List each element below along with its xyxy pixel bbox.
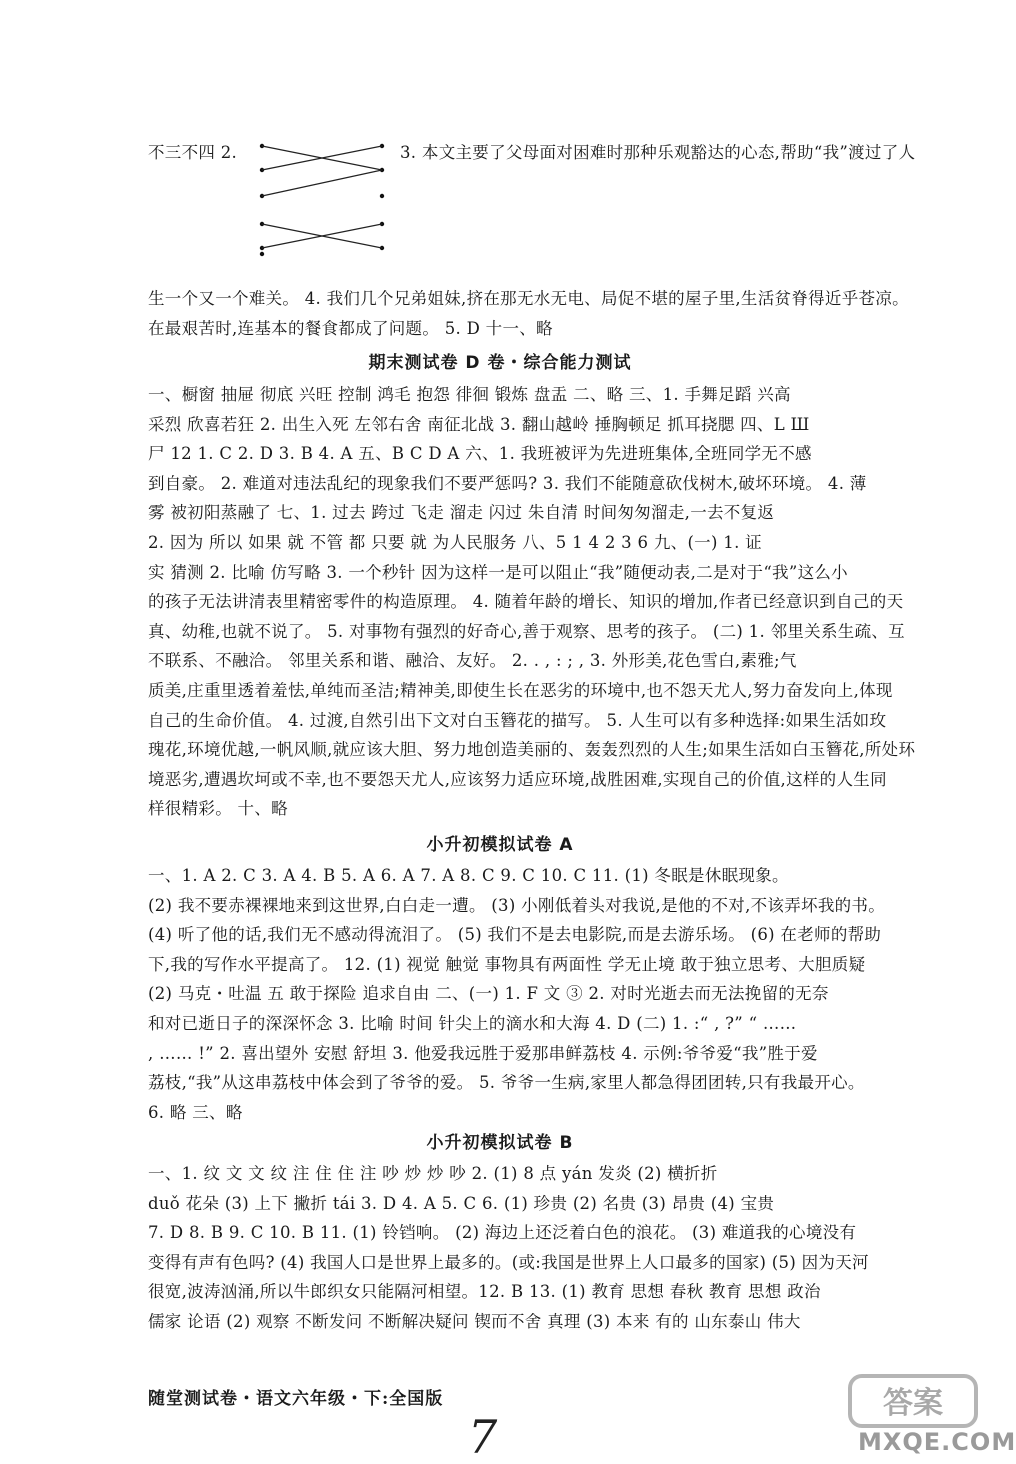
book-title-footer: 随堂测试卷・语文六年级・下:全国版 bbox=[148, 1389, 444, 1409]
section-a-title: 小升初模拟试卷 A bbox=[426, 835, 574, 855]
top-line-1-left: 不三不四 2. bbox=[148, 143, 238, 162]
sectionA-line: (2) 马克・吐温 五 敢于探险 追求自由 二、(一) 1. F 文 ③ 2. 对时光逝去而无法挽留的无奈 bbox=[148, 984, 829, 1004]
sectionD-line: 瑰花,环境优越,一帆风顺,就应该大胆、努力地创造美丽的、轰轰烈烈的人生;如果生活如白玉簪花,所处环 bbox=[148, 740, 916, 760]
section-d-title: 期末测试卷 D 卷・综合能力测试 bbox=[368, 353, 632, 373]
watermark-text: MXQE.COM bbox=[858, 1428, 1016, 1456]
sectionA-line: (4) 听了他的话,我们无不感动得流泪了。 (5) 我们不是去电影院,而是去游乐场。 (6) 在老师的帮助 bbox=[148, 925, 882, 945]
sectionA-line: 下,我的写作水平提高了。 12. (1) 视觉 触觉 事物具有两面性 学无止境 敢于独立思考、大胆质疑 bbox=[148, 954, 866, 974]
sectionD-line: 自己的生命价值。 4. 过渡,自然引出下文对白玉簪花的描写。 5. 人生可以有多种选择:如果生活如玫 bbox=[148, 710, 887, 730]
svg-text:答案: 答案 bbox=[883, 1386, 943, 1421]
match-dot bbox=[260, 252, 264, 256]
sectionD-line: 不联系、不融洽。 邻里关系和谐、融洽、友好。 2. . , : ; , 3. 外形美,花色雪白,素雅;气 bbox=[148, 651, 797, 671]
page-number: 7 bbox=[468, 1410, 498, 1464]
top-line-2: 生一个又一个难关。 4. 我们几个兄弟姐妹,挤在那无水无电、局促不堪的屋子里,生活贫脊得近乎苍凉。 bbox=[148, 289, 909, 308]
sectionD-line: 真、幼稚,也就不说了。 5. 对事物有强烈的好奇心,善于观察、思考的孩子。 (二) 1. 邻里关系生疏、互 bbox=[148, 621, 905, 641]
sectionB-line: duǒ 花朵 (3) 上下 撇折 tái 3. D 4. A 5. C 6. (1) 珍贵 (2) 名贵 (3) 昂贵 (4) 宝贵 bbox=[148, 1193, 775, 1213]
sectionA-line: 和对已逝日子的深深怀念 3. 比喻 时间 针尖上的滴水和大海 4. D (二) 1. :“ , ?” “ …… bbox=[148, 1014, 797, 1033]
match-line bbox=[262, 170, 382, 196]
sectionA-line: (2) 我不要赤裸裸地来到这世界,白白走一遭。 (3) 小刚低着头对我说,是他的不对,不该弄坏我的书。 bbox=[148, 895, 886, 915]
sectionA-line: 荔枝,“我”从这串荔枝中体会到了爷爷的爱。 5. 爷爷一生病,家里人都急得团团转,只有我最开心。 bbox=[148, 1073, 865, 1093]
sectionA-line: 一、1. A 2. C 3. A 4. B 5. A 6. A 7. A 8. C 9. C 10. C 11. (1) 冬眠是休眠现象。 bbox=[148, 866, 789, 885]
sectionB-line: 变得有声有色吗? (4) 我国人口是世界上最多的。(或:我国是世界上人口最多的国家) (5) 因为天河 bbox=[148, 1252, 869, 1272]
sectionD-line: 采烈 欣喜若狂 2. 出生入死 左邻右舍 南征北战 3. 翻山越岭 捶胸顿足 抓耳挠腮 四、L Ш bbox=[148, 414, 810, 434]
matching-lines-diagram bbox=[256, 140, 396, 260]
sectionB-line: 儒家 论语 (2) 观察 不断发问 不断解决疑问 锲而不舍 真理 (3) 本来 有的 山东泰山 伟大 bbox=[148, 1312, 801, 1331]
sectionD-line: 到自豪。 2. 难道对违法乱纪的现象我们不要严惩吗? 3. 我们不能随意砍伐树木,破坏环境。 4. 薄 bbox=[148, 473, 867, 493]
sectionD-line: 境恶劣,遭遇坎坷或不幸,也不要怨天尤人,应该努力适应环境,战胜困难,实现自己的价值,这样的人生同 bbox=[148, 769, 887, 789]
sectionD-line: 样很精彩。 十、略 bbox=[148, 799, 288, 819]
sectionD-line: 2. 因为 所以 如果 就 不管 都 只要 就 为人民服务 八、5 1 4 2 3 6 九、(一) 1. 证 bbox=[148, 533, 762, 552]
section-b-title: 小升初模拟试卷 B bbox=[426, 1133, 574, 1153]
sectionD-line: 雾 被初阳蒸融了 七、1. 过去 跨过 飞走 溜走 闪过 朱自清 时间匆匆溜走,一去不复返 bbox=[148, 503, 775, 523]
sectionD-line: 质美,庄重里透着羞怯,单纯而圣洁;精神美,即使生长在恶劣的环境中,也不怨天尤人,努力奋发向上,体现 bbox=[148, 681, 893, 700]
sectionD-line: 实 猜测 2. 比喻 仿写略 3. 一个秒针 因为这样一是可以阻止“我”随便动表,二是对于“我”这么小 bbox=[148, 562, 848, 582]
sectionD-line: 的孩子无法讲清表里精密零件的构造原理。 4. 随着年龄的增长、知识的增加,作者已经意识到自己的天 bbox=[148, 592, 904, 612]
sectionA-line: 6. 略 三、略 bbox=[148, 1102, 243, 1122]
sectionD-line: 尸 12 1. C 2. D 3. B 4. A 五、B C D A 六、1. 我班被评为先进班集体,全班同学无不感 bbox=[148, 444, 812, 464]
top-line-1-right: 3. 本文主要了父母面对困难时那种乐观豁达的心态,帮助“我”渡过了人 bbox=[400, 143, 916, 162]
sectionA-line: , …… !” 2. 喜出望外 安慰 舒坦 3. 他爱我远胜于爱那串鲜荔枝 4. 示例:爷爷爱“我”胜于爱 bbox=[148, 1043, 818, 1063]
sectionB-line: 7. D 8. B 9. C 10. B 11. (1) 铃铛响。 (2) 海边上还泛着白色的浪花。 (3) 难道我的心境没有 bbox=[148, 1223, 857, 1243]
sectionD-line: 一、橱窗 抽屉 彻底 兴旺 控制 鸿毛 抱怨 徘徊 锻炼 盘盂 二、略 三、1. 手舞足蹈 兴高 bbox=[148, 385, 791, 404]
sectionB-line: 一、1. 纹 文 文 纹 注 住 住 注 吵 炒 炒 吵 2. (1) 8 点 yán 发炎 (2) 横折折 bbox=[148, 1164, 718, 1183]
top-line-3: 在最艰苦时,连基本的餐食都成了问题。 5. D 十一、略 bbox=[148, 319, 553, 338]
match-dot bbox=[380, 194, 384, 198]
sectionB-line: 很宽,波涛汹涌,所以牛郎织女只能隔河相望。12. B 13. (1) 教育 思想 春秋 教育 思想 政治 bbox=[148, 1282, 821, 1302]
